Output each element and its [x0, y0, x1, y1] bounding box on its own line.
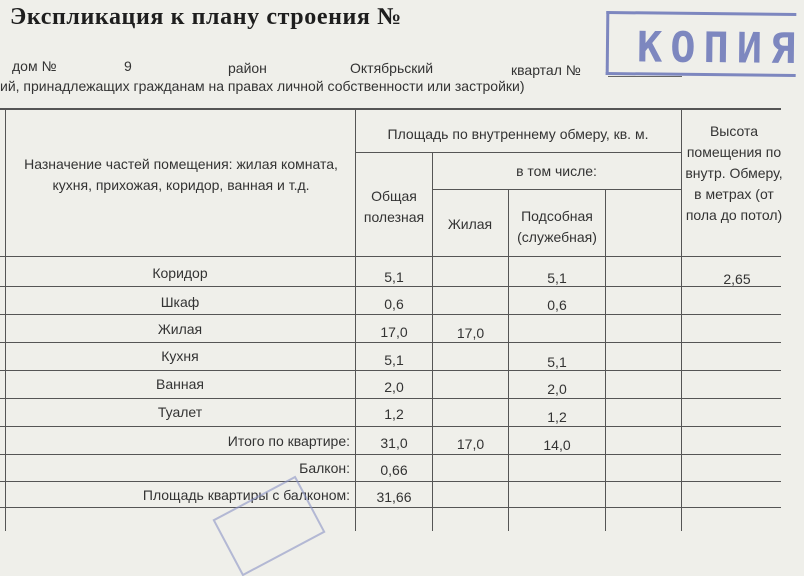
house-label: дом № [12, 58, 57, 74]
total-area: 2,0 [384, 379, 404, 395]
room-name: Коридор [152, 265, 208, 281]
district-value: Октябрьский [350, 60, 434, 76]
aux-area: 1,2 [547, 409, 567, 425]
aux-area: 0,6 [547, 297, 567, 313]
header-auxiliary: Подсобная (служебная) [517, 208, 597, 245]
block-label: квартал № [511, 62, 581, 78]
ownership-note: ий, принадлежащих гражданам на правах личной собственности или застройки) [0, 78, 525, 94]
header-total-useful: Общая полезная [363, 188, 425, 225]
room-name: Шкаф [160, 294, 200, 310]
total-area: 31,0 [380, 435, 408, 451]
total-area: 0,6 [384, 296, 404, 312]
total-area: 17,0 [380, 324, 408, 340]
room-name: Туалет [157, 404, 203, 420]
aux-area: 2,0 [547, 381, 567, 397]
height-value: 2,65 [723, 271, 751, 287]
balcony-area: 0,66 [380, 462, 408, 478]
aux-area: 14,0 [543, 437, 571, 453]
room-name: Жилая [157, 321, 203, 337]
aux-area: 5,1 [547, 354, 567, 370]
total-area: 5,1 [384, 352, 404, 368]
totals-label: Итого по квартире: [227, 433, 350, 449]
header-including: в том числе: [516, 163, 597, 179]
header-purpose: Назначение частей помещения: жилая комната, кухня, прихожая, коридор, ванная и т.д. [24, 156, 338, 193]
living-area: 17,0 [456, 436, 485, 452]
header-living: Жилая [447, 216, 493, 232]
aux-area: 5,1 [547, 270, 567, 286]
house-number: 9 [124, 58, 132, 74]
area-with-balcony-label: Площадь квартиры с балконом: [142, 487, 350, 503]
total-area: 1,2 [384, 406, 404, 422]
district-label: район [228, 60, 267, 76]
area-with-balcony-value: 31,66 [376, 489, 412, 505]
header-height: Высота помещения по внутр. Обмеру, в метрах (от пола до потол) [685, 123, 783, 223]
header-area-group: Площадь по внутреннему обмеру, кв. м. [387, 126, 649, 142]
copy-stamp [606, 11, 804, 77]
document-title: Экспликация к плану строения № [10, 4, 402, 30]
room-name: Кухня [161, 348, 199, 364]
living-area: 17,0 [456, 325, 485, 341]
room-name: Ванная [156, 376, 204, 392]
total-area: 5,1 [384, 269, 404, 285]
stamp-text: КОПИЯ [636, 22, 804, 74]
balcony-label: Балкон: [299, 460, 350, 476]
